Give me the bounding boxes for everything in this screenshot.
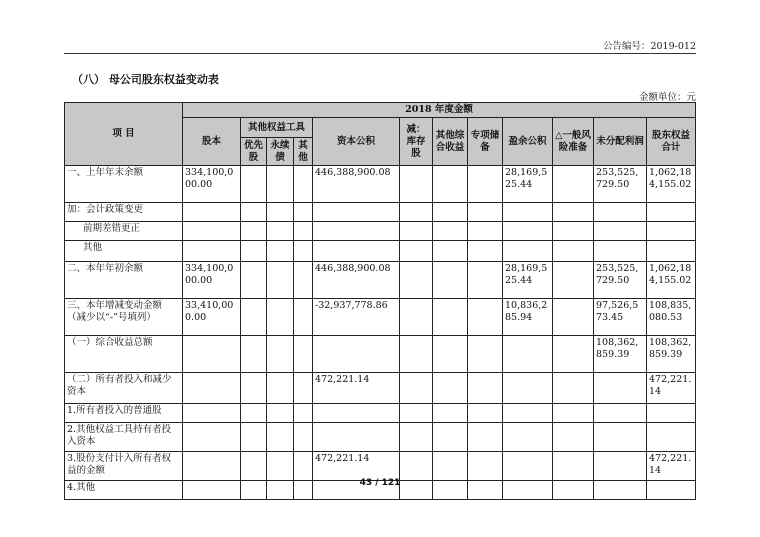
cell-retained <box>594 423 647 452</box>
cell-other <box>294 262 313 299</box>
header-share: 股本 <box>183 118 241 166</box>
cell-capital: 472,221.14 <box>313 452 400 481</box>
cell-special <box>468 452 503 481</box>
cell-perp <box>267 373 294 404</box>
cell-risk <box>553 241 594 262</box>
cell-total: 472,221.14 <box>647 373 696 404</box>
cell-risk <box>553 203 594 222</box>
cell-total: 1,062,184,155.02 <box>647 166 696 203</box>
cell-oci <box>433 262 468 299</box>
cell-total <box>647 222 696 241</box>
cell-treasury <box>400 423 433 452</box>
cell-capital: 446,388,900.08 <box>313 262 400 299</box>
table-row <box>65 222 696 241</box>
cell-share: 334,100,000.00 <box>183 166 241 203</box>
cell-capital <box>313 423 400 452</box>
cell-share <box>183 423 241 452</box>
cell-pref <box>241 222 267 241</box>
header-surplus: 盈余公积 <box>503 118 553 166</box>
cell-pref <box>241 336 267 373</box>
cell-risk <box>553 373 594 404</box>
cell-perp <box>267 222 294 241</box>
cell-pref <box>241 203 267 222</box>
cell-other <box>294 222 313 241</box>
cell-capital: -32,937,778.86 <box>313 299 400 336</box>
cell-pref <box>241 299 267 336</box>
cell-retained: 253,525,729.50 <box>594 166 647 203</box>
row-label: 前期差错更正 <box>65 222 183 241</box>
cell-risk <box>553 222 594 241</box>
row-label: 3.股份支付计入所有者权益的金额 <box>65 452 183 481</box>
cell-pref <box>241 373 267 404</box>
cell-capital <box>313 336 400 373</box>
table-row <box>65 262 696 299</box>
cell-share: 334,100,000.00 <box>183 262 241 299</box>
table-row <box>65 241 696 262</box>
cell-special <box>468 203 503 222</box>
table-row <box>65 299 696 336</box>
cell-capital <box>313 404 400 423</box>
cell-share: 33,410,000.00 <box>183 299 241 336</box>
cell-share <box>183 373 241 404</box>
cell-retained <box>594 404 647 423</box>
cell-perp <box>267 262 294 299</box>
table-row <box>65 452 696 481</box>
header-risk: △一般风险准备 <box>553 118 594 166</box>
cell-pref <box>241 262 267 299</box>
cell-treasury <box>400 373 433 404</box>
cell-total: 108,835,080.53 <box>647 299 696 336</box>
cell-special <box>468 241 503 262</box>
cell-other <box>294 373 313 404</box>
cell-special <box>468 166 503 203</box>
cell-capital <box>313 203 400 222</box>
cell-oci <box>433 299 468 336</box>
header-pref: 优先股 <box>241 138 267 166</box>
cell-capital: 472,221.14 <box>313 373 400 404</box>
cell-share <box>183 404 241 423</box>
cell-capital <box>313 222 400 241</box>
cell-treasury <box>400 299 433 336</box>
table-row <box>65 373 696 404</box>
cell-capital <box>313 241 400 262</box>
cell-special <box>468 373 503 404</box>
cell-risk <box>553 336 594 373</box>
cell-perp <box>267 452 294 481</box>
cell-perp <box>267 423 294 452</box>
cell-share <box>183 222 241 241</box>
table-row <box>65 404 696 423</box>
cell-surplus: 28,169,525.44 <box>503 166 553 203</box>
header-total: 股东权益合计 <box>647 118 696 166</box>
cell-oci <box>433 166 468 203</box>
row-label: 其他 <box>65 241 183 262</box>
unit-note: 金额单位：元 <box>638 92 696 103</box>
cell-risk <box>553 452 594 481</box>
row-label: （一）综合收益总额 <box>65 336 183 373</box>
cell-total <box>647 404 696 423</box>
cell-oci <box>433 452 468 481</box>
cell-special <box>468 336 503 373</box>
cell-retained <box>594 203 647 222</box>
cell-other <box>294 203 313 222</box>
equity-change-table <box>64 102 696 500</box>
cell-other <box>294 423 313 452</box>
cell-surplus <box>503 222 553 241</box>
cell-special <box>468 423 503 452</box>
row-label: 4.其他 <box>65 481 183 500</box>
cell-retained <box>594 373 647 404</box>
cell-oci <box>433 336 468 373</box>
cell-treasury <box>400 222 433 241</box>
table-row <box>65 423 696 452</box>
cell-oci <box>433 203 468 222</box>
cell-share <box>183 203 241 222</box>
table-row <box>65 203 696 222</box>
cell-special <box>468 299 503 336</box>
cell-perp <box>267 299 294 336</box>
cell-surplus <box>503 241 553 262</box>
cell-pref <box>241 452 267 481</box>
cell-pref <box>241 404 267 423</box>
header-perp: 永续债 <box>267 138 294 166</box>
cell-share <box>183 452 241 481</box>
cell-surplus <box>503 203 553 222</box>
cell-total: 108,362,859.39 <box>647 336 696 373</box>
cell-share <box>183 241 241 262</box>
cell-risk <box>553 404 594 423</box>
document-code: 公告编号：2019-012 <box>602 41 696 52</box>
cell-special <box>468 222 503 241</box>
header-rule <box>64 53 696 54</box>
cell-retained: 97,526,573.45 <box>594 299 647 336</box>
header-year: 2018 年度金额 <box>183 103 696 118</box>
row-label: （二）所有者投入和减少资本 <box>65 373 183 404</box>
cell-treasury <box>400 241 433 262</box>
cell-retained: 108,362,859.39 <box>594 336 647 373</box>
header-retained: 未分配利润 <box>594 118 647 166</box>
cell-surplus <box>503 423 553 452</box>
cell-other <box>294 166 313 203</box>
cell-other <box>294 336 313 373</box>
cell-retained: 253,525,729.50 <box>594 262 647 299</box>
cell-risk <box>553 299 594 336</box>
cell-oci <box>433 423 468 452</box>
row-label: 2.其他权益工具持有者投入资本 <box>65 423 183 452</box>
cell-total <box>647 241 696 262</box>
cell-risk <box>553 423 594 452</box>
header-capital: 资本公积 <box>313 118 400 166</box>
row-label: 三、本年增减变动金额（减少以“-”号填列） <box>65 299 183 336</box>
page-number: 43 / 121 <box>359 478 401 488</box>
cell-perp <box>267 336 294 373</box>
cell-treasury <box>400 166 433 203</box>
cell-oci <box>433 241 468 262</box>
cell-other <box>294 452 313 481</box>
cell-treasury <box>400 452 433 481</box>
cell-surplus: 10,836,285.94 <box>503 299 553 336</box>
cell-special <box>468 404 503 423</box>
cell-surplus <box>503 336 553 373</box>
cell-perp <box>267 166 294 203</box>
cell-oci <box>433 373 468 404</box>
cell-oci <box>433 222 468 241</box>
cell-treasury <box>400 336 433 373</box>
header-oci: 其他综合收益 <box>433 118 468 166</box>
cell-pref <box>241 166 267 203</box>
cell-treasury <box>400 203 433 222</box>
cell-surplus <box>503 452 553 481</box>
cell-capital: 446,388,900.08 <box>313 166 400 203</box>
cell-total: 472,221.14 <box>647 452 696 481</box>
cell-surplus <box>503 373 553 404</box>
header-other: 其他 <box>294 138 313 166</box>
cell-oci <box>433 404 468 423</box>
cell-perp <box>267 404 294 423</box>
row-label: 二、本年年初余额 <box>65 262 183 299</box>
table-row <box>65 336 696 373</box>
row-label: 加：会计政策变更 <box>65 203 183 222</box>
cell-perp <box>267 203 294 222</box>
row-label: 一、上年年末余额 <box>65 166 183 203</box>
header-treasury: 减：库存股 <box>400 118 433 166</box>
cell-total <box>647 423 696 452</box>
cell-other <box>294 299 313 336</box>
cell-other <box>294 241 313 262</box>
cell-retained <box>594 452 647 481</box>
cell-retained <box>594 241 647 262</box>
cell-share <box>183 336 241 373</box>
cell-risk <box>553 166 594 203</box>
cell-surplus: 28,169,525.44 <box>503 262 553 299</box>
header-item: 项 目 <box>65 103 183 166</box>
header-special: 专项储备 <box>468 118 503 166</box>
header-other-equity: 其他权益工具 <box>241 118 313 138</box>
cell-perp <box>267 241 294 262</box>
cell-pref <box>241 241 267 262</box>
section-title: （八） 母公司股东权益变动表 <box>72 73 219 86</box>
cell-surplus <box>503 404 553 423</box>
row-label: 1.所有者投入的普通股 <box>65 404 183 423</box>
cell-total: 1,062,184,155.02 <box>647 262 696 299</box>
cell-retained <box>594 222 647 241</box>
cell-special <box>468 262 503 299</box>
table-row <box>65 166 696 203</box>
cell-treasury <box>400 404 433 423</box>
cell-total <box>647 203 696 222</box>
cell-pref <box>241 423 267 452</box>
cell-risk <box>553 262 594 299</box>
cell-other <box>294 404 313 423</box>
cell-treasury <box>400 262 433 299</box>
